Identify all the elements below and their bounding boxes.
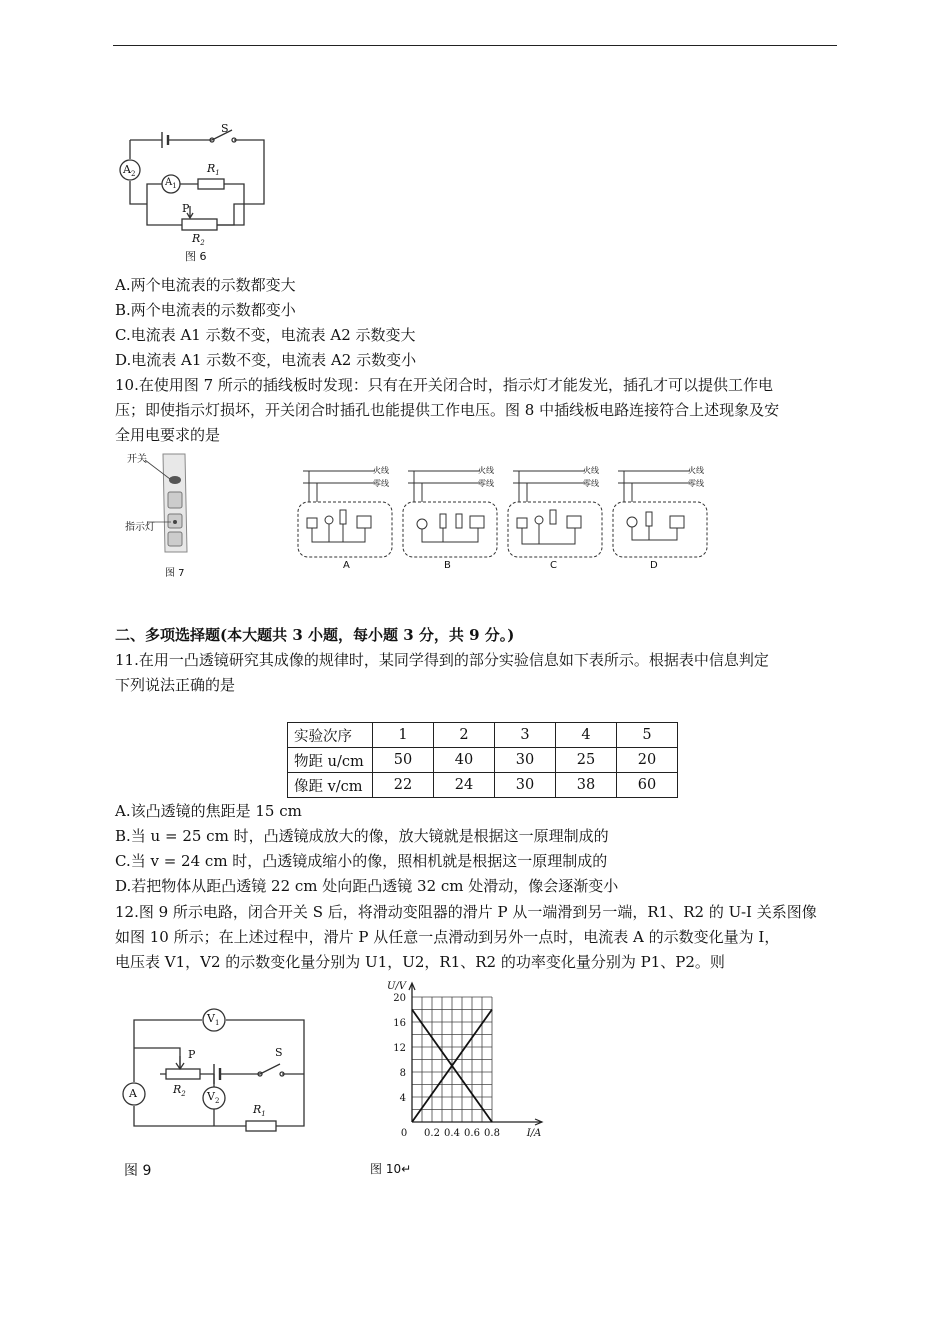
q11-option-a: A.该凸透镜的焦距是 15 cm: [115, 802, 302, 820]
figure-6-label-a1: $A_1$: [165, 177, 177, 190]
y-tick-label: 20: [393, 993, 406, 1004]
table-header-cell: 物距 u/cm: [288, 748, 373, 773]
figure-8-neutral-a: 零线: [373, 479, 389, 488]
x-tick-label: 0.6: [464, 1128, 480, 1138]
table-cell: 20: [617, 748, 678, 773]
figure-7-label-indicator: 指示灯: [125, 522, 155, 533]
figure-7-caption: 图 7: [165, 568, 185, 579]
table-cell: 4: [556, 723, 617, 748]
q10-line-1: 10.在使用图 7 所示的插线板时发现：只有在开关闭合时，指示灯才能发光，插孔才可以提供工作电: [115, 376, 773, 394]
graph-axes: [409, 983, 542, 1125]
figure-6-circuit: [112, 122, 277, 264]
table-cell: 60: [617, 773, 678, 798]
table-row: [288, 773, 678, 798]
y-axis-label: U/V: [386, 981, 406, 992]
y-tick-label: 16: [393, 1018, 406, 1029]
figure-9-label-v2: $V_2$: [207, 1090, 220, 1106]
q9-option-b: B.两个电流表的示数都变小: [115, 301, 296, 319]
figure-6-label-r2: $R_2$: [192, 232, 205, 248]
figure-7-power-strip: [125, 452, 205, 577]
figure-8-neutral-c: 零线: [583, 479, 599, 488]
table-header-cell: 实验次序: [288, 723, 373, 748]
figure-8-live-b: 火线: [478, 466, 494, 475]
q11-option-c: C.当 v = 24 cm 时，凸透镜成缩小的像，照相机就是根据这一原理制成的: [115, 852, 608, 870]
figure-8-option-a-label: A: [343, 560, 350, 571]
q10-line-2: 压；即使指示灯损坏，开关闭合时插孔也能提供工作电压。图 8 中插线板电路连接符合上述现象及安: [115, 401, 780, 419]
figure-10-caption: 图 10↵: [370, 1162, 412, 1176]
lens-data-table: [287, 722, 678, 798]
q12-line-2: 如图 10 所示；在上述过程中，滑片 P 从任意一点滑动到另外一点时，电流表 A 的示数变化量为 I，: [115, 928, 780, 946]
figure-8-neutral-d: 零线: [688, 479, 704, 488]
graph-grid: [412, 997, 492, 1122]
figure-8-option-d-label: D: [650, 560, 658, 571]
table-cell: 2: [434, 723, 495, 748]
indicator-lamp-icon: [173, 520, 177, 524]
q11-line-2: 下列说法正确的是: [115, 676, 236, 694]
table-row: [288, 723, 678, 748]
table-cell: 30: [495, 773, 556, 798]
figure-9-label-a: A: [129, 1087, 137, 1100]
figure-8-option-c-label: C: [550, 560, 557, 571]
figure-6-label-p: P: [182, 202, 190, 215]
switch-icon: [169, 476, 181, 484]
y-tick-label: 12: [393, 1043, 406, 1054]
figure-8-live-c: 火线: [583, 466, 599, 475]
figure-6-caption: 图 6: [185, 250, 207, 263]
header-rule: [113, 45, 837, 46]
figure-9-circuit: [118, 1008, 318, 1148]
figure-9-caption: 图 9: [124, 1163, 152, 1179]
figure-7-label-switch: 开关: [127, 454, 147, 465]
figure-9-label-s: S: [275, 1046, 283, 1059]
table-cell: 50: [373, 748, 434, 773]
q10-line-3: 全用电要求的是: [115, 426, 221, 444]
figure-9-label-r1: $R_1$: [253, 1103, 266, 1119]
figure-9-label-v1: $V_1$: [207, 1012, 220, 1028]
rheostat-r2-icon: [182, 219, 217, 230]
table-cell: 3: [495, 723, 556, 748]
table-header-cell: 像距 v/cm: [288, 773, 373, 798]
figure-10-ui-graph: [372, 980, 552, 1138]
table-cell: 40: [434, 748, 495, 773]
x-axis-label: I/A: [526, 1128, 542, 1138]
figure-6-label-s: S: [221, 122, 229, 135]
section-2-title: 二、多项选择题(本大题共 3 小题，每小题 3 分，共 9 分。): [115, 626, 515, 644]
x-tick-label: 0.8: [484, 1128, 500, 1138]
figure-6-label-r1: $R_1$: [207, 162, 220, 178]
q9-option-a: A.两个电流表的示数都变大: [115, 276, 296, 294]
q12-line-3: 电压表 V1，V2 的示数变化量分别为 U1，U2，R1、R2 的功率变化量分别为 P1、P2。则: [115, 953, 725, 971]
figure-8-option-b-label: B: [444, 560, 451, 571]
table-row: [288, 748, 678, 773]
resistor-r1-icon: [198, 179, 224, 189]
table-cell: 24: [434, 773, 495, 798]
rheostat-r2-icon: [166, 1069, 200, 1079]
table-cell: 38: [556, 773, 617, 798]
table-cell: 30: [495, 748, 556, 773]
figure-6-label-a2: $A_2$: [123, 163, 136, 179]
q11-line-1: 11.在用一凸透镜研究其成像的规律时，某同学得到的部分实验信息如下表所示。根据表中信息判定: [115, 651, 769, 669]
table-cell: 5: [617, 723, 678, 748]
q9-option-d: D.电流表 A1 示数不变，电流表 A2 示数变小: [115, 351, 417, 369]
resistor-r1-icon: [246, 1121, 276, 1131]
y-tick-label: 4: [399, 1093, 406, 1104]
table-cell: 22: [373, 773, 434, 798]
figure-9-label-r2: $R_2$: [173, 1083, 186, 1099]
ui-graph-svg: [372, 980, 552, 1138]
q9-option-c: C.电流表 A1 示数不变，电流表 A2 示数变大: [115, 326, 416, 344]
q11-option-b: B.当 u = 25 cm 时，凸透镜成放大的像，放大镜就是根据这一原理制成的: [115, 827, 609, 845]
figure-8-live-d: 火线: [688, 466, 704, 475]
figure-8-wiring-options: [295, 462, 715, 571]
figure-8-neutral-b: 零线: [478, 479, 494, 488]
table-cell: 25: [556, 748, 617, 773]
x-tick-label: 0.4: [444, 1128, 460, 1138]
figure-8-live-a: 火线: [373, 466, 389, 475]
q11-option-d: D.若把物体从距凸透镜 22 cm 处向距凸透镜 32 cm 处滑动，像会逐渐变小: [115, 877, 619, 895]
table-cell: 1: [373, 723, 434, 748]
x-tick-label: 0.2: [424, 1128, 440, 1138]
y-tick-label: 8: [399, 1068, 406, 1079]
q12-line-1: 12.图 9 所示电路，闭合开关 S 后，将滑动变阻器的滑片 P 从一端滑到另一端，R1、R2 的 U-I 关系图像: [115, 903, 817, 921]
figure-9-label-p: P: [188, 1048, 196, 1061]
origin-label: 0: [400, 1128, 408, 1138]
